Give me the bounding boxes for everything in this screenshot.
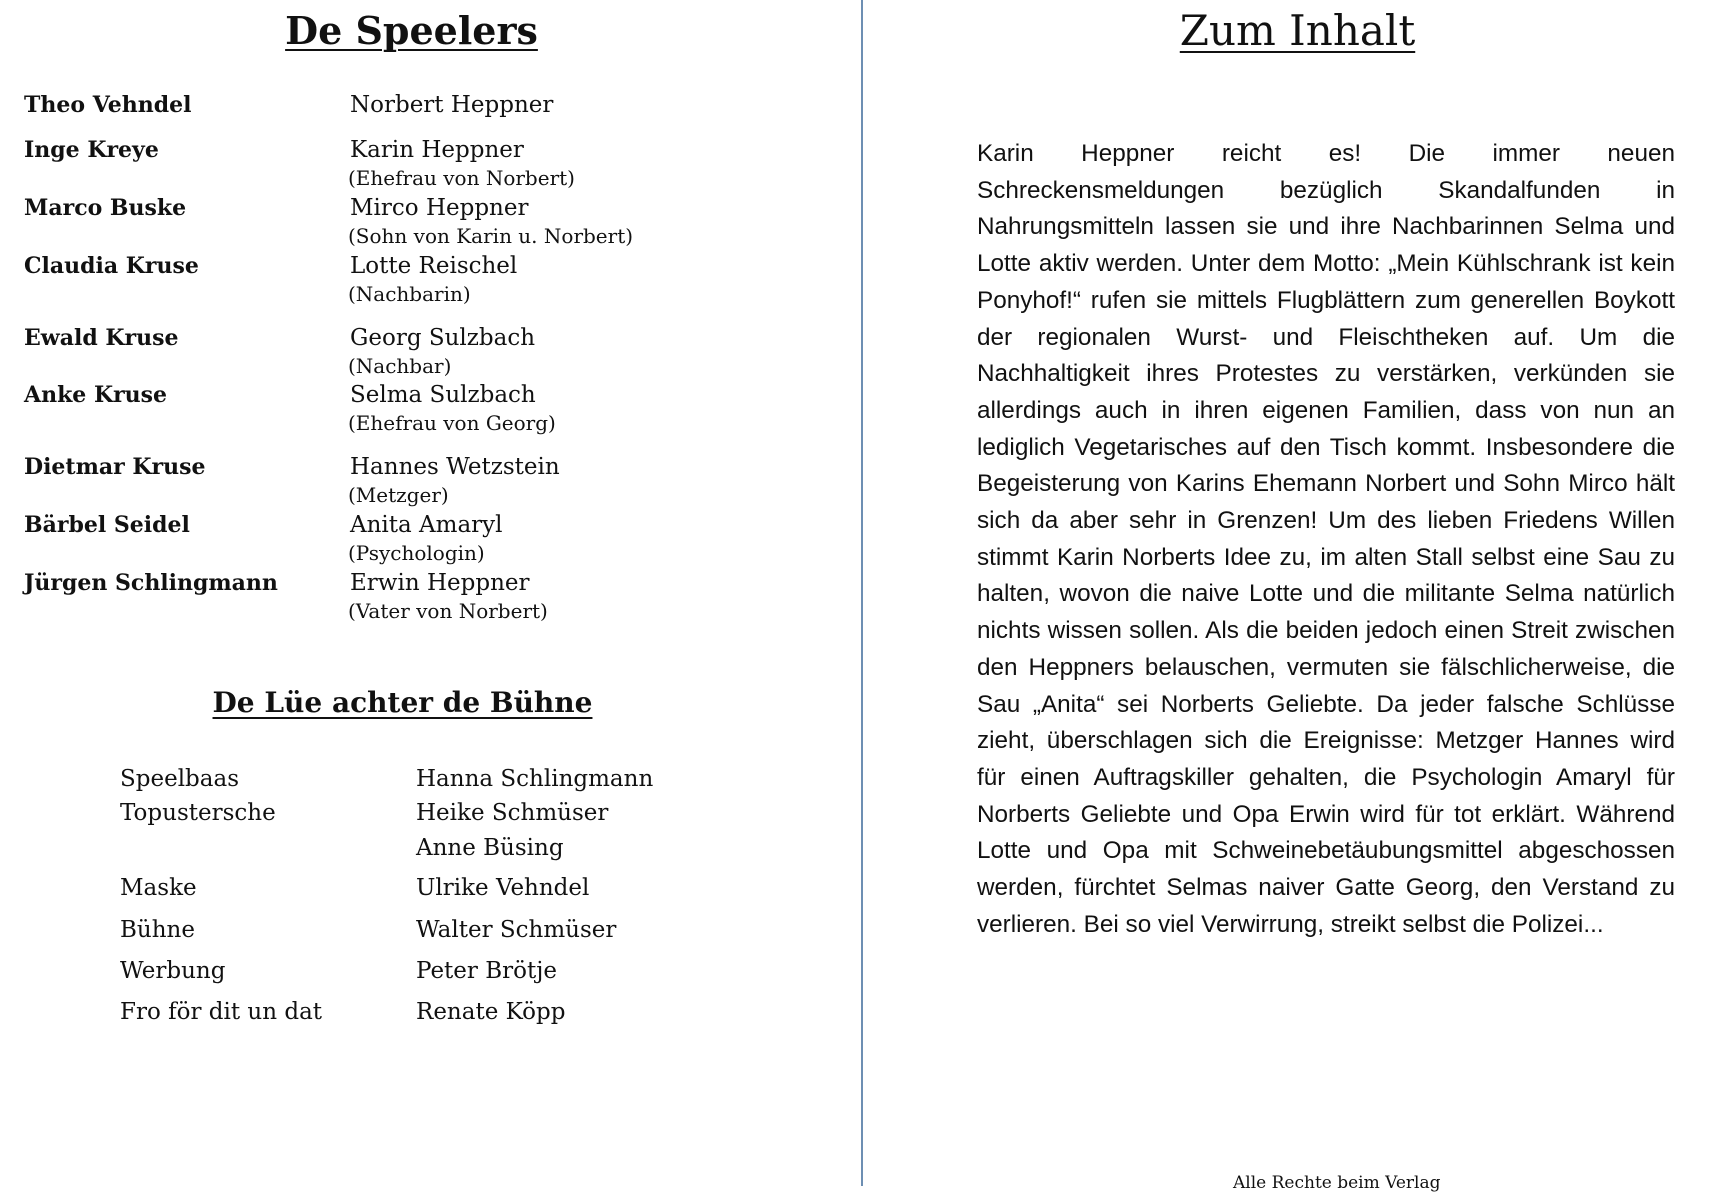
- cast-actor: Marco Buske: [24, 195, 187, 221]
- cast-role: Mirco Heppner: [350, 195, 529, 221]
- cast-actor: Inge Kreye: [24, 137, 159, 163]
- cast-actor: Theo Vehndel: [24, 92, 192, 118]
- crew-function: Topustersche: [120, 800, 276, 826]
- cast-title: De Speelers: [285, 8, 538, 53]
- crew-name: Ulrike Vehndel: [416, 875, 590, 901]
- crew-name: Walter Schmüser: [416, 917, 617, 943]
- cast-role: Karin Heppner: [350, 137, 524, 163]
- cast-role: Erwin Heppner: [350, 570, 530, 596]
- crew-name: Hanna Schlingmann: [416, 766, 654, 792]
- cast-role: Anita Amaryl: [350, 512, 503, 538]
- cast-role: Georg Sulzbach: [350, 325, 536, 351]
- cast-actor: Anke Kruse: [24, 382, 168, 408]
- crew-name: Anne Büsing: [416, 835, 564, 861]
- synopsis-title: Zum Inhalt: [1179, 6, 1416, 55]
- page-divider: [861, 0, 863, 1186]
- cast-actor: Claudia Kruse: [24, 253, 199, 279]
- cast-role: Hannes Wetzstein: [350, 454, 560, 480]
- cast-role-note: (Ehefrau von Norbert): [348, 166, 575, 190]
- cast-role: Selma Sulzbach: [350, 382, 536, 408]
- cast-role-note: (Nachbar): [348, 354, 452, 378]
- cast-actor: Jürgen Schlingmann: [24, 570, 278, 596]
- cast-role-note: (Ehefrau von Georg): [348, 411, 556, 435]
- cast-role-note: (Sohn von Karin u. Norbert): [348, 224, 634, 248]
- cast-role-note: (Vater von Norbert): [348, 599, 548, 623]
- crew-function: Bühne: [120, 917, 195, 943]
- cast-role: Lotte Reischel: [350, 253, 518, 279]
- synopsis-text: Karin Heppner reicht es! Die immer neuen Schreckensmeldungen bezüglich Skandalfunden in Nahrungsmitteln lassen sie und ihre Nachbarinnen Selma und Lotte aktiv werden. Unter dem Motto: „Mein Kühlschrank ist kein Ponyhof!“ rufen sie mittels Flugblättern zum generellen Boykott der regionalen Wurst- und Fleischtheken auf. Um die Nachhaltigkeit ihres Protestes zu verstärken, verkünden sie allerdings auch in ihren eigenen Familien, dass von nun an lediglich Vegetarisches auf den Tisch kommt. Insbesondere die Begeisterung von Karins Ehemann Norbert und Sohn Mirco hält sich da aber sehr in Grenzen! Um des lieben Friedens Willen stimmt Karin Norberts Idee zu, im alten Stall selbst eine Sau zu halten, wovon die naive Lotte und die militante Selma natürlich nichts wissen sollen. Als die beiden jedoch einen Streit zwischen den Heppners belauschen, vermuten sie fälschlicherweise, die Sau „Anita“ sei Norberts Geliebte. Da jeder falsche Schlüsse zieht, überschlagen sich die Ereignisse: Metzger Hannes wird für einen Auftragskiller gehalten, die Psychologin Amaryl für Norberts Geliebte und Opa Erwin wird für tot erklärt. Während Lotte und Opa mit Schweinebetäubungsmittel abgeschossen werden, fürchtet Selmas naiver Gatte Georg, den Verstand zu verlieren. Bei so viel Verwirrung, streikt selbst die Polizei...: [977, 140, 1675, 938]
- crew-function: Speelbaas: [120, 766, 240, 792]
- footer-copyright: Alle Rechte beim Verlag: [1233, 1173, 1441, 1193]
- right-page: [864, 0, 1731, 1192]
- crew-name: Heike Schmüser: [416, 800, 609, 826]
- left-page: [0, 0, 861, 1192]
- cast-actor: Bärbel Seidel: [24, 512, 190, 538]
- crew-name: Renate Köpp: [416, 999, 566, 1025]
- cast-role-note: (Psychologin): [348, 541, 485, 565]
- cast-actor: Ewald Kruse: [24, 325, 179, 351]
- crew-function: Maske: [120, 875, 197, 901]
- crew-title: De Lüe achter de Bühne: [212, 686, 593, 719]
- crew-name: Peter Brötje: [416, 958, 557, 984]
- crew-function: Fro för dit un dat: [120, 999, 323, 1025]
- cast-actor: Dietmar Kruse: [24, 454, 206, 480]
- crew-function: Werbung: [120, 958, 226, 984]
- cast-role: Norbert Heppner: [350, 92, 554, 118]
- cast-role-note: (Nachbarin): [348, 282, 471, 306]
- cast-role-note: (Metzger): [348, 483, 449, 507]
